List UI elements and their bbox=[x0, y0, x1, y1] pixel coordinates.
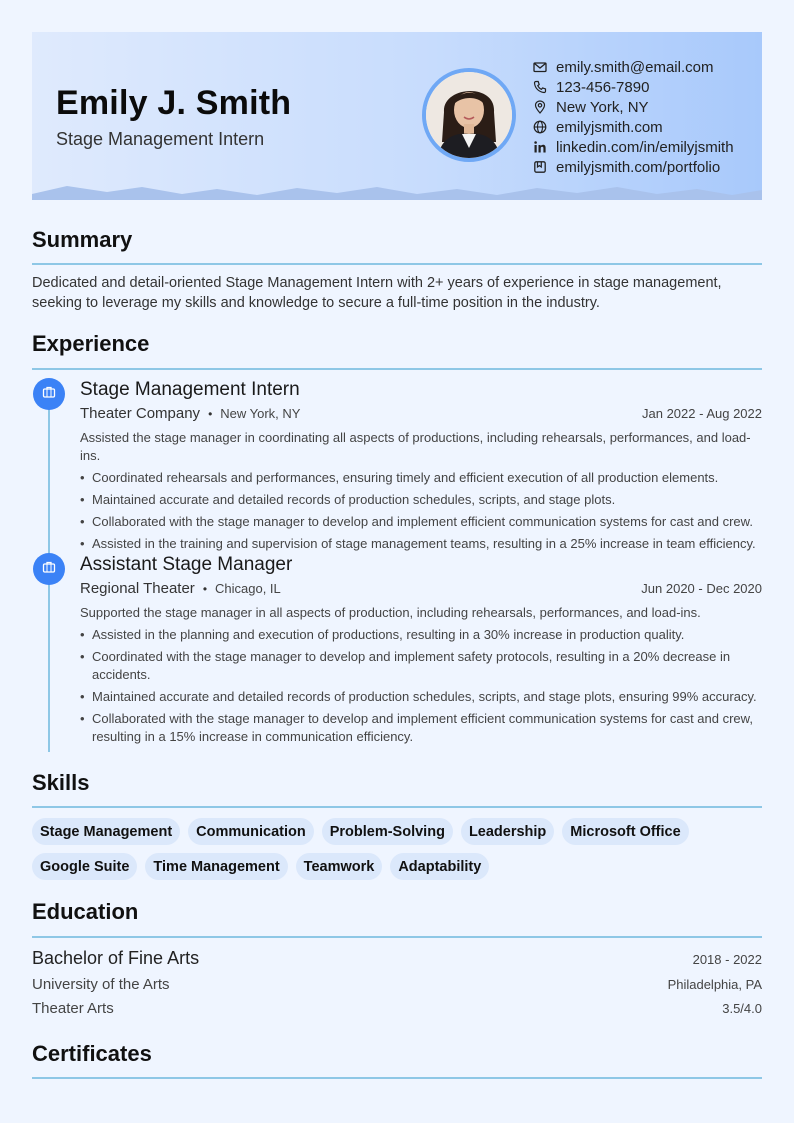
skill-chip: Google Suite bbox=[32, 853, 137, 880]
education-location: Philadelphia, PA bbox=[667, 977, 762, 992]
job-bullet: • Assisted in the training and supervision of stage management teams, resulting in a 25% increase in team efficiency. bbox=[80, 535, 762, 553]
contact-location bbox=[532, 97, 734, 117]
job-title: Assistant Stage Manager bbox=[80, 554, 293, 575]
phone-icon bbox=[532, 79, 548, 95]
job-title: Stage Management Intern bbox=[80, 379, 300, 400]
skill-chip: Communication bbox=[188, 818, 314, 845]
job-bullet: • Collaborated with the stage manager to develop and implement efficient communication systems for cast and crew, resulting in a 15% increase in communication efficiency. bbox=[80, 710, 762, 746]
contact-linkedin-text: linkedin.com/in/emilyjsmith bbox=[556, 138, 734, 156]
contact-email[interactable] bbox=[532, 57, 734, 77]
job-company: Regional Theater bbox=[80, 580, 195, 597]
experience-divider bbox=[32, 368, 762, 370]
skill-chip: Stage Management bbox=[32, 818, 180, 845]
separator-dot: • bbox=[208, 407, 213, 421]
separator-dot: • bbox=[202, 582, 208, 596]
summary-heading: Summary bbox=[32, 227, 133, 252]
job-dates: Jun 2020 - Dec 2020 bbox=[641, 581, 762, 596]
mountain-decoration bbox=[32, 184, 762, 200]
job-bullets bbox=[80, 626, 762, 746]
education-dates: 2018 - 2022 bbox=[692, 952, 762, 967]
skill-chip: Leadership bbox=[461, 818, 554, 845]
job-bullet: • Maintained accurate and detailed records of production schedules, scripts, and stage plots, ensuring 99% accuracy. bbox=[80, 688, 762, 706]
skills-divider bbox=[32, 806, 762, 808]
education-degree-row bbox=[32, 948, 762, 969]
skill-chip: Teamwork bbox=[296, 853, 383, 880]
skill-chip: Time Management bbox=[145, 853, 287, 880]
certificates-heading: Certificates bbox=[32, 1041, 152, 1066]
contact-email-text: emily.smith@email.com bbox=[556, 58, 714, 76]
contact-portfolio[interactable] bbox=[532, 157, 734, 177]
contact-website[interactable] bbox=[532, 117, 734, 137]
resume-header bbox=[32, 32, 762, 200]
education-field: Theater Arts bbox=[32, 1000, 114, 1017]
education-school: University of the Arts bbox=[32, 976, 170, 993]
experience-heading: Experience bbox=[32, 331, 150, 356]
mail-icon bbox=[532, 59, 548, 75]
job-company: Theater Company bbox=[80, 405, 201, 422]
briefcase-icon bbox=[42, 385, 56, 404]
job-bullet: • Coordinated with the stage manager to develop and implement safety protocols, resulting in a 20% decrease in accidents. bbox=[80, 648, 762, 684]
job-1-marker bbox=[33, 378, 65, 410]
contact-phone-text: 123-456-7890 bbox=[556, 78, 650, 96]
job-entry-1 bbox=[80, 379, 762, 557]
job-bullet: • Assisted in the planning and execution of productions, resulting in a 30% increase in production quality. bbox=[80, 626, 762, 644]
skill-chip: Problem-Solving bbox=[322, 818, 453, 845]
contact-linkedin[interactable] bbox=[532, 137, 734, 157]
portfolio-icon bbox=[532, 159, 548, 175]
job-bullet: • Collaborated with the stage manager to develop and implement efficient communication systems for cast and crew. bbox=[80, 513, 762, 531]
job-entry-2 bbox=[80, 554, 762, 750]
job-bullet: • Coordinated rehearsals and performances, ensuring timely and efficient execution of all production elements. bbox=[80, 469, 762, 487]
job-location: New York, NY bbox=[220, 406, 301, 421]
job-description: Assisted the stage manager in coordinating all aspects of productions, including rehearsals, performances, and load-ins. bbox=[80, 430, 751, 463]
job-bullets bbox=[80, 469, 762, 553]
contact-list bbox=[532, 57, 734, 177]
contact-website-text: emilyjsmith.com bbox=[556, 118, 663, 136]
contact-phone[interactable] bbox=[532, 77, 734, 97]
summary-divider bbox=[32, 263, 762, 265]
education-divider bbox=[32, 936, 762, 938]
skills-list bbox=[32, 818, 762, 888]
profile-photo bbox=[422, 68, 516, 162]
education-heading: Education bbox=[32, 899, 139, 924]
globe-icon bbox=[532, 119, 548, 135]
briefcase-icon bbox=[42, 560, 56, 579]
candidate-role: Stage Management Intern bbox=[56, 129, 265, 149]
contact-portfolio-text: emilyjsmith.com/portfolio bbox=[556, 158, 721, 176]
job-dates: Jan 2022 - Aug 2022 bbox=[642, 406, 762, 421]
education-field-row bbox=[32, 1000, 762, 1017]
job-2-marker bbox=[33, 553, 65, 585]
linkedin-icon bbox=[532, 139, 548, 155]
job-bullet: • Maintained accurate and detailed records of production schedules, scripts, and stage plots. bbox=[80, 491, 762, 509]
education-gpa: 3.5/4.0 bbox=[722, 1001, 762, 1016]
candidate-name: Emily J. Smith bbox=[56, 84, 292, 122]
education-school-row bbox=[32, 976, 762, 993]
certificates-divider bbox=[32, 1077, 762, 1079]
job-location: Chicago, IL bbox=[215, 581, 281, 596]
skill-chip: Microsoft Office bbox=[562, 818, 688, 845]
job-description: Supported the stage manager in all aspects of production, including rehearsals, performances, and load-ins. bbox=[80, 605, 701, 620]
location-icon bbox=[532, 99, 548, 115]
skills-heading: Skills bbox=[32, 770, 90, 795]
summary-text: Dedicated and detail-oriented Stage Management Intern with 2+ years of experience in stage management, seeking to leverage my skills and knowledge to secure a full-time position in the industry. bbox=[32, 275, 722, 311]
skill-chip: Adaptability bbox=[390, 853, 489, 880]
education-degree: Bachelor of Fine Arts bbox=[32, 948, 200, 968]
contact-location-text: New York, NY bbox=[556, 98, 649, 116]
